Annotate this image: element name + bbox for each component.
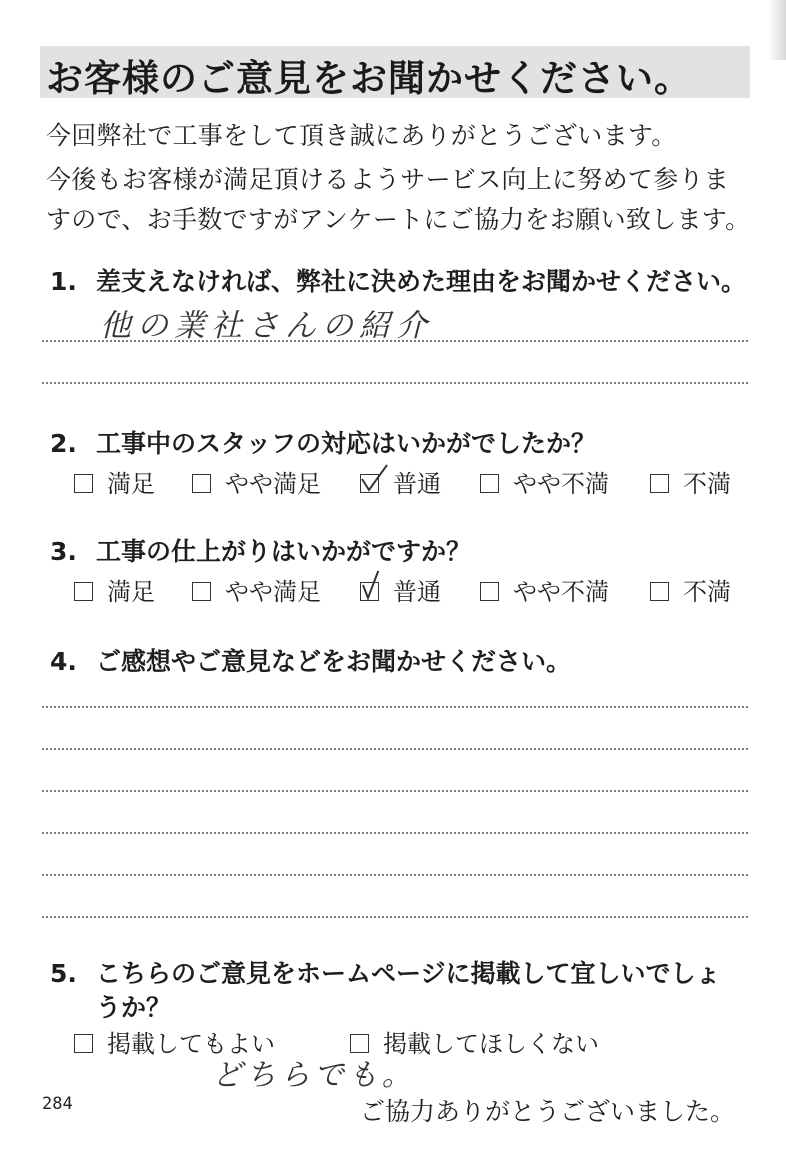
question-1-handwritten-answer: 他の業社さんの紹介 (100, 308, 433, 344)
intro-line-3: すので、お手数ですがアンケートにご協力をお願い致します。 (46, 205, 751, 234)
q3-option-normal[interactable]: 普通 (360, 572, 441, 607)
question-5 (50, 954, 721, 990)
page-number: 284 (42, 1094, 73, 1114)
q3-option-satisfied[interactable]: 満足 (74, 572, 155, 607)
scan-edge-shadow (768, 0, 786, 60)
question-2-text: 工事中のスタッフの対応はいかがでしたか？ (96, 429, 597, 458)
question-5-text-line-1: こちらのご意見をホームページに掲載して宜しいでしょ (96, 959, 721, 988)
intro-line-2: 今後もお客様が満足頂けるようサービス向上に努めて参りま (46, 165, 730, 194)
q2-option-satisfied[interactable]: 満足 (74, 464, 155, 499)
check-mark-icon (359, 463, 389, 495)
answer-line (42, 832, 748, 834)
q3-option-somewhat-satisfied[interactable]: やや満足 (192, 572, 321, 607)
checkbox-icon[interactable] (360, 474, 379, 493)
question-2 (50, 424, 596, 460)
answer-line (42, 340, 748, 342)
checkbox-icon[interactable] (74, 582, 93, 601)
checkbox-icon[interactable] (650, 474, 669, 493)
intro-line-1: 今回弊社で工事をして頂き誠にありがとうございます。 (46, 121, 677, 150)
question-3 (50, 532, 471, 568)
question-4-number: 4. (50, 647, 77, 676)
q2-option-somewhat-satisfied[interactable]: やや満足 (192, 464, 321, 499)
page-title: お客様のご意見をお聞かせください。 (46, 57, 692, 100)
closing-message: ご協力ありがとうございました。 (360, 1097, 736, 1126)
answer-line (42, 706, 748, 708)
q2-option-dissatisfied[interactable]: 不満 (650, 464, 731, 499)
answer-line (42, 916, 748, 918)
answer-line (42, 382, 748, 384)
question-5-handwritten-note: どちらでも。 (212, 1058, 416, 1093)
checkbox-icon[interactable] (192, 582, 211, 601)
answer-line (42, 874, 748, 876)
question-3-number: 3. (50, 537, 77, 566)
question-3-text: 工事の仕上がりはいかがですか？ (96, 537, 472, 566)
checkbox-icon[interactable] (74, 474, 93, 493)
checkbox-icon[interactable] (650, 582, 669, 601)
checkbox-icon[interactable] (480, 582, 499, 601)
q3-option-dissatisfied[interactable]: 不満 (650, 572, 731, 607)
question-2-number: 2. (50, 429, 77, 458)
question-4 (50, 642, 571, 678)
q5-option-do-not-publish[interactable]: 掲載してほしくない (350, 1024, 599, 1059)
q3-option-somewhat-dissatisfied[interactable]: やや不満 (480, 572, 609, 607)
answer-line (42, 790, 748, 792)
question-1-text: 差支えなければ、弊社に決めた理由をお聞かせください。 (96, 267, 747, 296)
q5-option-ok-to-publish[interactable]: 掲載してもよい (74, 1024, 275, 1059)
answer-line (42, 748, 748, 750)
checkbox-icon[interactable] (360, 582, 379, 601)
q2-option-normal[interactable]: 普通 (360, 464, 441, 499)
checkbox-icon[interactable] (74, 1034, 93, 1053)
q2-option-somewhat-dissatisfied[interactable]: やや不満 (480, 464, 609, 499)
checkbox-icon[interactable] (480, 474, 499, 493)
question-4-text: ご感想やご意見などをお聞かせください。 (96, 647, 572, 676)
check-mark-icon (359, 571, 389, 603)
question-5-number: 5. (50, 959, 77, 988)
question-1-number: 1. (50, 267, 77, 296)
question-1 (50, 262, 746, 298)
checkbox-icon[interactable] (192, 474, 211, 493)
question-5-text-line-2: うか？ (96, 993, 172, 1022)
